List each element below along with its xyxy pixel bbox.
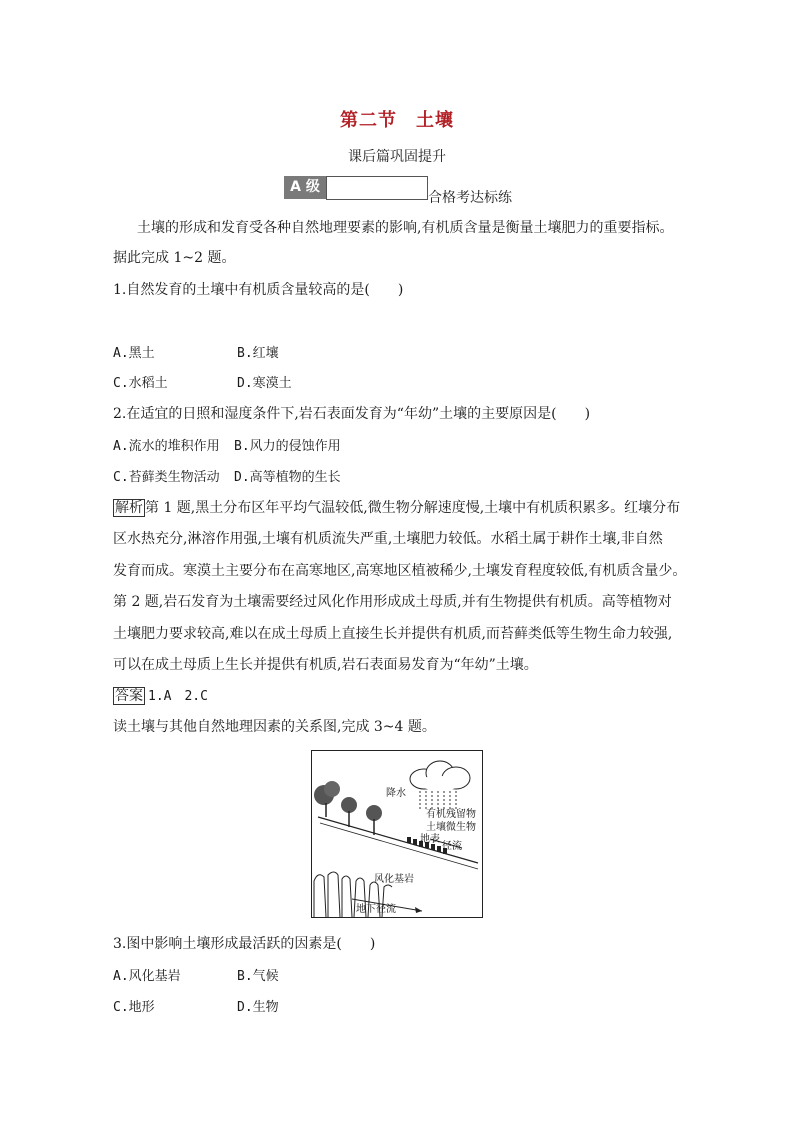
option-text: D.生物 [237,1000,279,1015]
cloud-icon [410,761,470,790]
option-text: D.寒漠土 [237,376,292,391]
page-subtitle: 课后篇巩固提升 [348,149,446,165]
question-3-option-a [113,966,181,987]
question-2-option-d [234,467,341,488]
question-2-stem: 2.在适宜的日照和湿度条件下,岩石表面发育为“年幼”土壤的主要原因是( ) [113,406,591,422]
analysis-line-3: 发育而成。寒漠土主要分布在高寒地区,高寒地区植被稀少,土壤发育程度较低,有机质含量少。 [113,563,687,579]
groundwater-arrowhead [415,907,422,913]
intro-line-1: 土壤的形成和发育受各种自然地理要素的影响,有机质含量是衡量土壤肥力的重要指标。 [137,220,674,236]
question-3-stem: 3.图中影响土壤形成最活跃的因素是( ) [113,936,376,952]
rain-icon [420,791,456,811]
option-text: C.水稻土 [113,376,168,391]
analysis-line-2: 区水热充分,淋溶作用强,土壤有机质流失严重,土壤肥力较低。水稻土属于耕作土壤,非自然 [113,531,663,547]
option-text: B.风力的侵蚀作用 [234,439,341,454]
intro-line-2: 据此完成 1~2 题。 [113,250,236,266]
intro-2: 读土壤与其他自然地理因素的关系图,完成 3~4 题。 [113,719,436,735]
label-rain: 降水 [386,788,406,799]
tree-icon-3 [366,805,382,835]
tree-icon-2 [341,797,357,827]
tree-icon-1 [314,781,340,817]
question-1-option-d [237,373,292,394]
soil-figure-drawing [312,751,482,917]
label-groundwater: 地下径流 [356,904,396,915]
analysis-line-4: 第 2 题,岩石发育为土壤需要经过风化作用形成成土母质,并有生物提供有机质。高等植物对 [113,594,672,610]
question-1-option-c [113,373,168,394]
question-3-option-d [237,997,279,1018]
label-bedrock: 风化基岩 [374,874,414,885]
option-text: D.高等植物的生长 [234,470,341,485]
label-microbe: 土壤微生物 [426,822,476,833]
level-tag: A 级 [284,176,326,199]
question-3-option-c [113,997,155,1018]
option-text: B.红壤 [237,346,279,361]
analysis-text: 第 1 题,黑土分布区年平均气温较低,微生物分解速度慢,土壤中有机质积累多。红壤分布 [145,500,681,516]
question-2-option-a [113,436,220,457]
question-1-stem: 1.自然发育的土壤中有机质含量较高的是( ) [113,282,404,298]
label-surface: 地表 [420,834,440,845]
option-text: A.黑土 [113,346,155,361]
label-organic: 有机残留物 [426,809,476,820]
answer-line [113,686,208,707]
question-3-option-b [237,966,279,987]
level-box [326,176,428,200]
question-2-option-b [234,436,341,457]
question-2-option-c [113,467,220,488]
option-text: C.地形 [113,1000,155,1015]
analysis-label: 解析 [115,500,143,516]
answer-label: 答案 [115,688,143,704]
page-title: 第二节 土壤 [340,110,454,131]
label-runoff: 径流 [442,841,462,852]
option-text: B.气候 [237,969,279,984]
analysis-line-1 [113,498,680,518]
question-1-option-b [237,343,279,364]
analysis-line-5: 土壤肥力要求较高,难以在成土母质上直接生长并提供有机质,而苔藓类低等生物生命力较强, [113,626,673,642]
level-text: 合格考达标练 [428,190,512,206]
answer-text: 1.A 2.C [148,689,208,704]
option-text: A.风化基岩 [113,969,181,984]
question-1-option-a [113,343,155,364]
analysis-line-6: 可以在成土母质上生长并提供有机质,岩石表面易发育为“年幼”土壤。 [113,657,538,673]
soil-relationship-figure [311,750,483,918]
option-text: A.流水的堆积作用 [113,439,220,454]
option-text: C.苔藓类生物活动 [113,470,220,485]
